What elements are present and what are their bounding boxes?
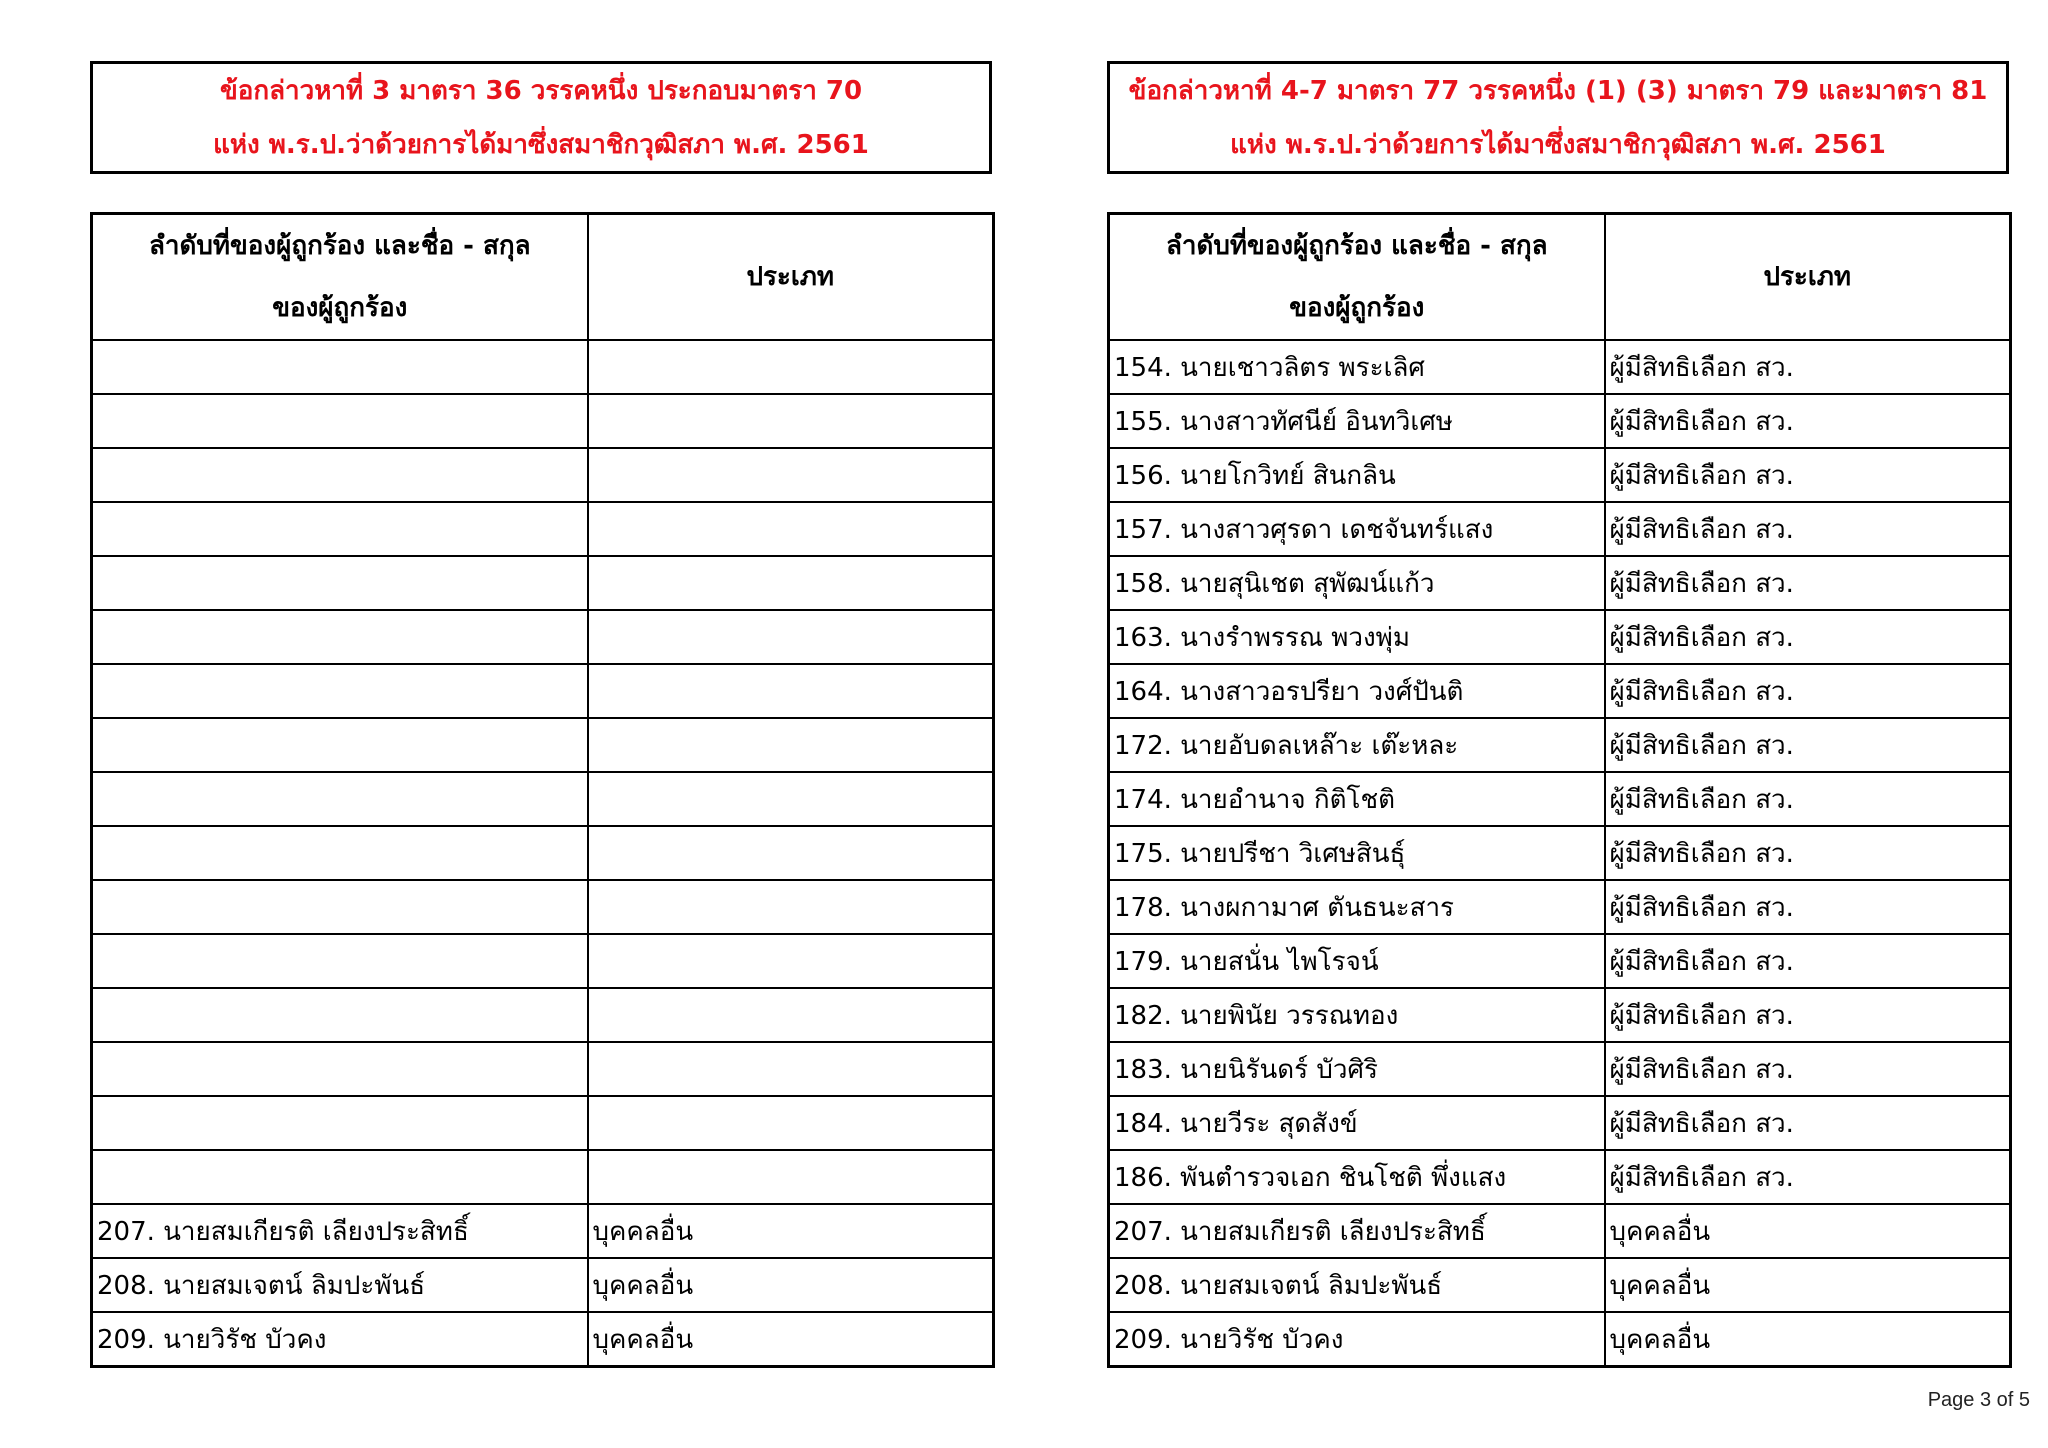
respondent-type-cell: บุคคลอื่น [1605,1258,2011,1312]
left-charge-line1: ข้อกล่าวหาที่ 3 มาตรา 36 วรรคหนึ่ง ประกอบมาตรา 70 [219,75,863,106]
respondent-type-cell: บุคคลอื่น [1605,1204,2011,1258]
respondent-type-cell [588,340,994,394]
table-row [1109,502,2011,556]
respondent-name-cell [92,1096,588,1150]
respondent-name-cell: 186. พันตำรวจเอก ชินโชติ พึ่งแสง [1109,1150,1605,1204]
right-name-header-line2: ของผู้ถูกร้อง [1289,293,1425,323]
table-row [92,826,994,880]
respondent-type-cell [588,610,994,664]
respondent-name-cell: 184. นายวีระ สุดสังข์ [1109,1096,1605,1150]
respondent-type-cell: ผู้มีสิทธิเลือก สว. [1605,1096,2011,1150]
respondent-name-cell: 158. นายสุนิเชต สุพัฒน์แก้ว [1109,556,1605,610]
respondent-type-cell [588,664,994,718]
table-row [92,1204,994,1258]
table-row [92,772,994,826]
respondent-type-cell: ผู้มีสิทธิเลือก สว. [1605,772,2011,826]
left-charge-line2: แห่ง พ.ร.ป.ว่าด้วยการได้มาซึ่งสมาชิกวุฒิสภา พ.ศ. 2561 [213,129,869,160]
respondent-name-cell: 172. นายอับดลเหล๊าะ เต๊ะหละ [1109,718,1605,772]
left-charge-box [90,61,992,174]
respondent-type-cell: ผู้มีสิทธิเลือก สว. [1605,718,2011,772]
respondent-type-cell: บุคคลอื่น [588,1204,994,1258]
respondent-name-cell: 164. นางสาวอรปรียา วงศ์ปันติ [1109,664,1605,718]
table-row [92,988,994,1042]
respondent-name-cell: 209. นายวิรัช บัวคง [1109,1312,1605,1367]
respondent-type-cell [588,826,994,880]
table-row [1109,718,2011,772]
table-row [92,556,994,610]
respondent-type-cell: ผู้มีสิทธิเลือก สว. [1605,394,2011,448]
table-row [1109,772,2011,826]
respondent-name-cell: 163. นางรำพรรณ พวงพุ่ม [1109,610,1605,664]
respondent-type-cell: ผู้มีสิทธิเลือก สว. [1605,988,2011,1042]
right-roster-table [1107,212,2012,1368]
respondent-type-cell [588,880,994,934]
respondent-name-cell [92,340,588,394]
respondent-name-cell: 175. นายปรีชา วิเศษสินธุ์ [1109,826,1605,880]
table-row [92,610,994,664]
respondent-name-cell [92,1150,588,1204]
respondent-name-cell [92,826,588,880]
respondent-name-cell: 182. นายพินัย วรรณทอง [1109,988,1605,1042]
table-row [1109,1312,2011,1367]
respondent-name-cell [92,448,588,502]
left-roster-table [90,212,995,1368]
respondent-name-cell [92,718,588,772]
left-name-column-header [92,214,588,341]
respondent-name-cell: 157. นางสาวศุรดา เดชจันทร์แสง [1109,502,1605,556]
page-number: Page 3 of 5 [1927,1389,2030,1411]
respondent-type-cell: ผู้มีสิทธิเลือก สว. [1605,880,2011,934]
table-row [1109,394,2011,448]
table-row [92,340,994,394]
left-type-column-header: ประเภท [588,214,994,341]
respondent-type-cell: บุคคลอื่น [588,1258,994,1312]
right-charge-box [1107,61,2009,174]
respondent-type-cell: บุคคลอื่น [1605,1312,2011,1367]
table-row [1109,664,2011,718]
table-row [1109,934,2011,988]
table-row [1109,340,2011,394]
respondent-name-cell [92,880,588,934]
respondent-type-cell [588,772,994,826]
respondent-type-cell: บุคคลอื่น [588,1312,994,1367]
respondent-type-cell [588,1042,994,1096]
respondent-type-cell: ผู้มีสิทธิเลือก สว. [1605,934,2011,988]
respondent-type-cell: ผู้มีสิทธิเลือก สว. [1605,448,2011,502]
respondent-name-cell: 209. นายวิรัช บัวคง [92,1312,588,1367]
respondent-name-cell [92,1042,588,1096]
respondent-type-cell: ผู้มีสิทธิเลือก สว. [1605,826,2011,880]
respondent-name-cell: 155. นางสาวทัศนีย์ อินทวิเศษ [1109,394,1605,448]
right-charge-line1: ข้อกล่าวหาที่ 4-7 มาตรา 77 วรรคหนึ่ง (1) (3) มาตรา 79 และมาตรา 81 [1128,75,1988,106]
table-row [92,394,994,448]
respondent-type-cell [588,394,994,448]
table-row [92,448,994,502]
respondent-name-cell [92,502,588,556]
respondent-type-cell [588,934,994,988]
respondent-name-cell: 208. นายสมเจตน์ ลิมปะพันธ์ [92,1258,588,1312]
table-row [92,502,994,556]
table-row [92,880,994,934]
table-row [1109,1150,2011,1204]
table-row [92,664,994,718]
respondent-name-cell: 207. นายสมเกียรติ เลียงประสิทธิ์ [1109,1204,1605,1258]
right-name-header-line1: ลำดับที่ของผู้ถูกร้อง และชื่อ - สกุล [1165,231,1548,261]
table-row [92,1150,994,1204]
table-row [1109,1204,2011,1258]
left-name-header-line1: ลำดับที่ของผู้ถูกร้อง และชื่อ - สกุล [148,231,531,261]
respondent-type-cell: ผู้มีสิทธิเลือก สว. [1605,1042,2011,1096]
right-name-column-header [1109,214,1605,341]
respondent-type-cell: ผู้มีสิทธิเลือก สว. [1605,556,2011,610]
table-row [1109,610,2011,664]
respondent-name-cell [92,934,588,988]
respondent-name-cell: 179. นายสนั่น ไพโรจน์ [1109,934,1605,988]
respondent-name-cell [92,394,588,448]
respondent-name-cell [92,772,588,826]
respondent-type-cell [588,1150,994,1204]
respondent-type-cell [588,448,994,502]
respondent-type-cell: ผู้มีสิทธิเลือก สว. [1605,1150,2011,1204]
table-row [1109,988,2011,1042]
table-row [1109,1258,2011,1312]
table-row [92,1096,994,1150]
table-row [1109,826,2011,880]
respondent-type-cell [588,718,994,772]
respondent-type-cell: ผู้มีสิทธิเลือก สว. [1605,610,2011,664]
respondent-name-cell: 208. นายสมเจตน์ ลิมปะพันธ์ [1109,1258,1605,1312]
left-panel [90,61,992,1355]
table-row [1109,448,2011,502]
respondent-type-cell [588,988,994,1042]
left-header-row [92,214,994,341]
table-row [1109,1042,2011,1096]
respondent-name-cell: 154. นายเชาวลิตร พระเลิศ [1109,340,1605,394]
table-row [92,1042,994,1096]
right-panel [1107,61,2009,1355]
respondent-name-cell: 156. นายโกวิทย์ สินกลิน [1109,448,1605,502]
respondent-type-cell [588,502,994,556]
right-type-column-header: ประเภท [1605,214,2011,341]
table-row [1109,556,2011,610]
right-header-row [1109,214,2011,341]
respondent-name-cell [92,556,588,610]
respondent-name-cell: 207. นายสมเกียรติ เลียงประสิทธิ์ [92,1204,588,1258]
respondent-name-cell: 183. นายนิรันดร์ บัวศิริ [1109,1042,1605,1096]
table-row [1109,1096,2011,1150]
table-row [92,934,994,988]
table-row [92,718,994,772]
respondent-name-cell: 174. นายอำนาจ กิติโชติ [1109,772,1605,826]
respondent-type-cell [588,1096,994,1150]
respondent-name-cell: 178. นางผกามาศ ตันธนะสาร [1109,880,1605,934]
respondent-type-cell: ผู้มีสิทธิเลือก สว. [1605,664,2011,718]
right-charge-line2: แห่ง พ.ร.ป.ว่าด้วยการได้มาซึ่งสมาชิกวุฒิสภา พ.ศ. 2561 [1230,129,1886,160]
respondent-type-cell [588,556,994,610]
table-row [92,1312,994,1367]
respondent-name-cell [92,664,588,718]
table-row [92,1258,994,1312]
respondent-type-cell: ผู้มีสิทธิเลือก สว. [1605,340,2011,394]
respondent-name-cell [92,988,588,1042]
left-name-header-line2: ของผู้ถูกร้อง [272,293,408,323]
respondent-type-cell: ผู้มีสิทธิเลือก สว. [1605,502,2011,556]
respondent-name-cell [92,610,588,664]
table-row [1109,880,2011,934]
